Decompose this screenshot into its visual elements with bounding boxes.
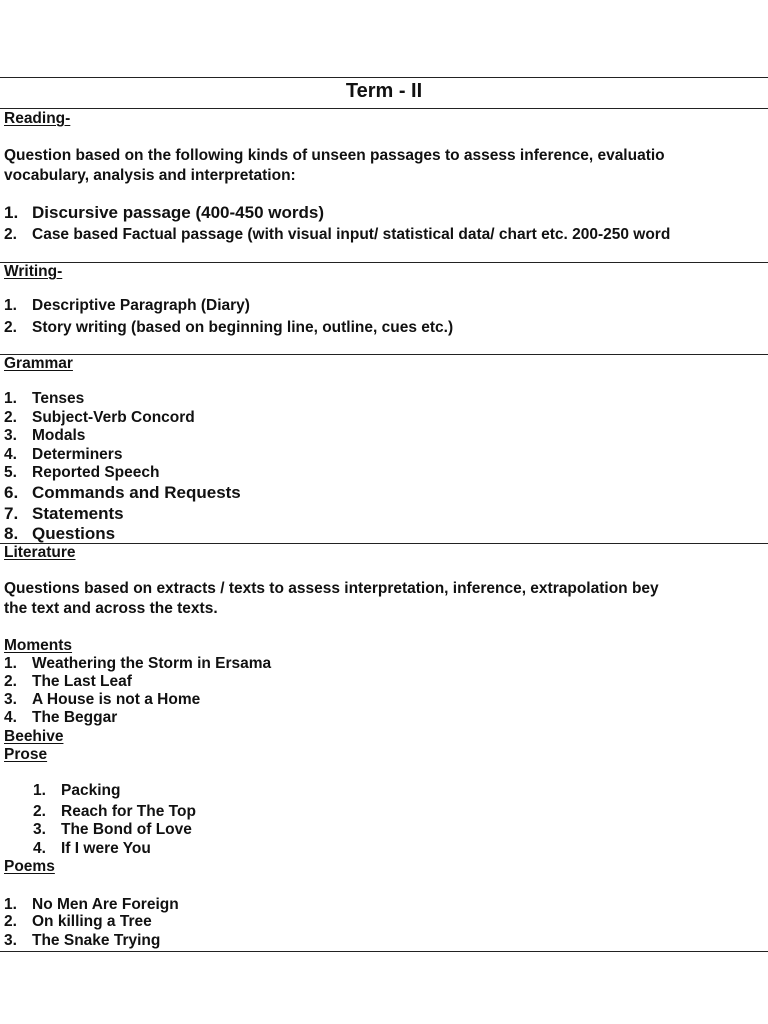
grammar-item — [4, 464, 159, 482]
item-number: 4. — [4, 709, 17, 726]
reading-heading: Reading- — [4, 110, 71, 127]
moments-item — [4, 709, 117, 727]
item-number: 1. — [4, 203, 19, 222]
divider-writing — [0, 262, 768, 263]
writing-item — [4, 319, 453, 337]
item-number: 2. — [4, 409, 17, 426]
item-text: Weathering the Storm in Ersama — [32, 655, 272, 672]
item-text: Discursive passage (400-450 words) — [32, 203, 324, 222]
item-number: 1. — [33, 782, 46, 799]
reading-intro-line-2: vocabulary, analysis and interpretation: — [4, 167, 296, 184]
divider-top — [0, 77, 768, 78]
item-number: 3. — [4, 932, 17, 949]
beehive-heading: Beehive — [4, 728, 64, 745]
poems-item — [4, 896, 179, 914]
item-text: The Snake Trying — [32, 932, 161, 949]
item-text: On killing a Tree — [32, 913, 152, 930]
item-text: Case based Factual passage (with visual input/ statistical data/ chart etc. 200-250 word — [32, 226, 671, 243]
reading-item — [4, 204, 324, 222]
item-number: 2. — [4, 226, 17, 243]
item-number: 6. — [4, 483, 19, 502]
item-text: Reported Speech — [32, 464, 160, 481]
item-number: 2. — [4, 673, 17, 690]
grammar-item — [4, 409, 195, 427]
item-number: 1. — [4, 297, 17, 314]
item-text: Statements — [32, 504, 124, 523]
item-number: 2. — [33, 803, 46, 820]
prose-item — [33, 840, 151, 858]
item-text: The Beggar — [32, 709, 118, 726]
item-text: Tenses — [32, 390, 85, 407]
item-text: A House is not a Home — [32, 691, 201, 708]
item-number: 3. — [4, 427, 17, 444]
prose-heading: Prose — [4, 746, 48, 763]
grammar-item — [4, 446, 122, 464]
grammar-item — [4, 505, 124, 523]
item-number: 1. — [4, 896, 17, 913]
reading-intro-line-1: Question based on the following kinds of unseen passages to assess inference, evaluatio — [4, 147, 665, 164]
page-title: Term - II — [345, 80, 423, 102]
reading-item — [4, 226, 670, 244]
divider-bottom — [0, 951, 768, 952]
grammar-item — [4, 525, 115, 543]
item-number: 3. — [4, 691, 17, 708]
item-text: Reach for The Top — [61, 803, 196, 820]
poems-item — [4, 913, 152, 931]
item-text: The Bond of Love — [61, 821, 192, 838]
poems-item — [4, 932, 160, 950]
item-number: 2. — [4, 913, 17, 930]
moments-item — [4, 655, 271, 673]
grammar-item — [4, 484, 241, 502]
moments-item — [4, 691, 200, 709]
grammar-item — [4, 427, 85, 445]
item-number: 8. — [4, 524, 19, 543]
item-text: Modals — [32, 427, 86, 444]
prose-item — [33, 821, 192, 839]
item-text: Questions — [32, 524, 116, 543]
item-text: Packing — [61, 782, 121, 799]
writing-heading: Writing- — [4, 263, 63, 280]
item-number: 4. — [4, 446, 17, 463]
item-text: No Men Are Foreign — [32, 896, 179, 913]
item-number: 1. — [4, 655, 17, 672]
item-text: The Last Leaf — [32, 673, 132, 690]
item-text: If I were You — [61, 840, 151, 857]
prose-item — [33, 782, 120, 800]
item-text: Descriptive Paragraph (Diary) — [32, 297, 250, 314]
item-text: Subject-Verb Concord — [32, 409, 195, 426]
moments-heading: Moments — [4, 637, 73, 654]
divider-title — [0, 108, 768, 109]
item-number: 3. — [33, 821, 46, 838]
literature-intro-line-1: Questions based on extracts / texts to assess interpretation, inference, extrapolation bey — [4, 580, 659, 597]
moments-item — [4, 673, 132, 691]
item-number: 1. — [4, 390, 17, 407]
literature-heading: Literature — [4, 544, 76, 561]
poems-heading: Poems — [4, 858, 55, 875]
literature-intro-line-2: the text and across the texts. — [4, 600, 218, 617]
prose-item — [33, 803, 196, 821]
item-number: 5. — [4, 464, 17, 481]
grammar-heading: Grammar — [4, 355, 73, 372]
item-text: Commands and Requests — [32, 483, 241, 502]
item-text: Story writing (based on beginning line, outline, cues etc.) — [32, 319, 454, 336]
writing-item — [4, 297, 250, 315]
grammar-item — [4, 390, 84, 408]
item-number: 7. — [4, 504, 19, 523]
divider-literature — [0, 543, 768, 544]
divider-grammar — [0, 354, 768, 355]
item-number: 2. — [4, 319, 17, 336]
item-text: Determiners — [32, 446, 123, 463]
item-number: 4. — [33, 840, 46, 857]
